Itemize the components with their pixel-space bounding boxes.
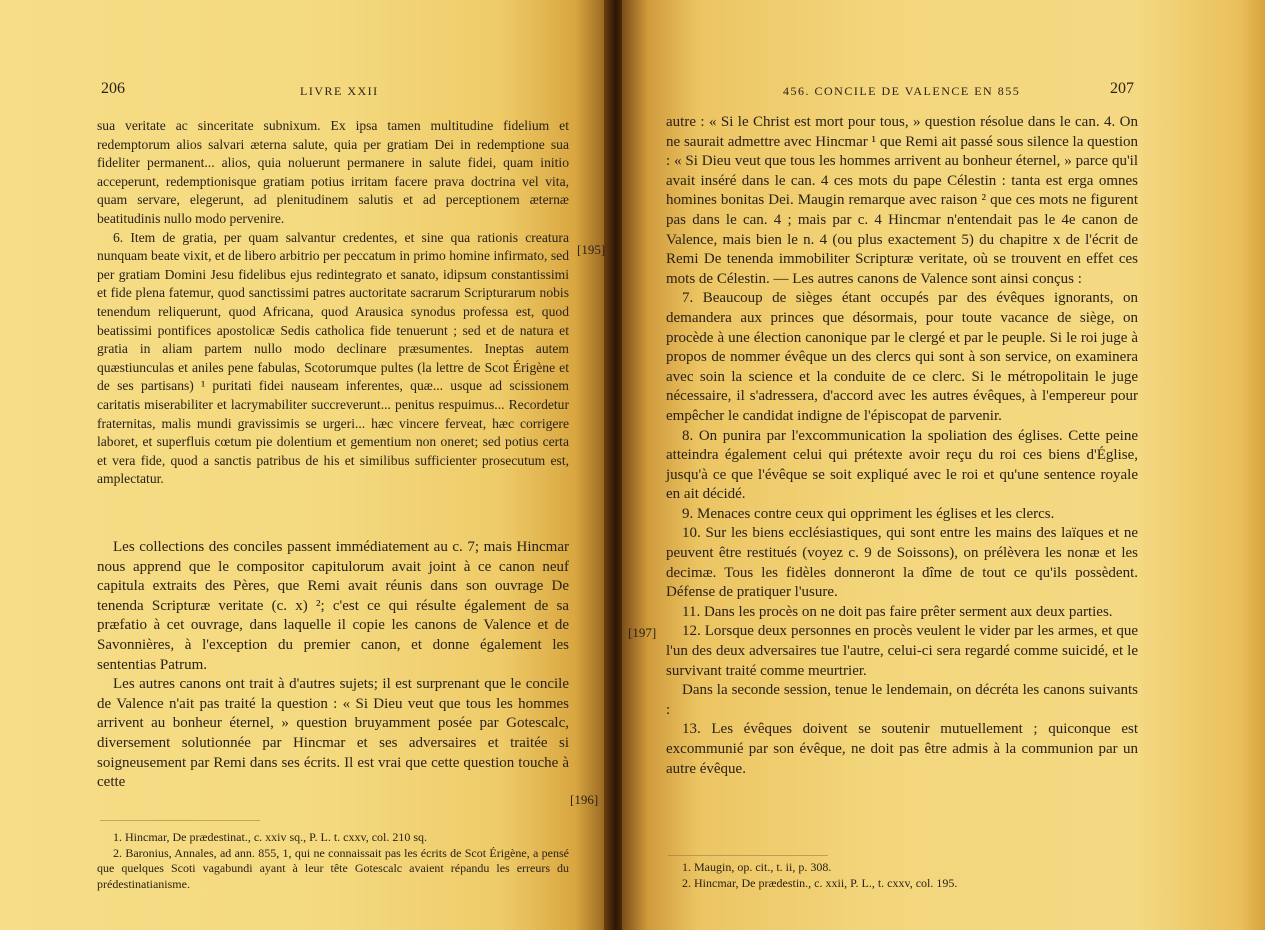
- footnote-rule: [668, 855, 828, 856]
- right-page-number: 207: [1110, 80, 1134, 97]
- canon-paragraph: 12. Lorsque deux personnes en procès veulent le vider par les armes, et que l'un des deux adversaires tue l'autre, celui-ci sera regardé comme suicidé, et le survivant traité comme meurtrier.: [666, 623, 1138, 679]
- footnote: 1. Maugin, op. cit., t. ii, p. 308.: [682, 860, 832, 874]
- left-footnotes: [97, 830, 569, 892]
- footnote-rule: [100, 820, 260, 821]
- latin-quotation: [97, 117, 569, 489]
- canon-paragraph: 8. On punira par l'excommunication la spoliation des églises. Cette peine atteindra également celui qui prétexte avoir reçu du roi ces biens d'Église, jusqu'à ce que l'évêque se soit expliqué avec le roi et qu'une sentence royale en ait décidé.: [666, 427, 1138, 503]
- canon-paragraph: 10. Sur les biens ecclésiastiques, qui sont entre les mains des laïques et ne peuvent être restitués (voyez c. 9 de Soissons), on prélèvera les nonæ et les decimæ. Tous les fidèles donneront la dîme de tout ce qu'ils possèdent. Défense de pratiquer l'usure.: [666, 525, 1138, 601]
- body-paragraph: autre : « Si le Christ est mort pour tous, » question résolue dans le can. 4. On ne saurait admettre avec Hincmar ¹ que Remi ait passé sous silence la question : « Si Dieu veut que tous les hommes arrivent au bonheur éternel, » parce qu'il avait inséré dans le can. 4 ces mots du pape Célestin : tanta est erga omnes homines bonitas Dei. Maugin remarque avec raison ² que ces mots ne figurent pas dans le can. 4 ; mais par c. 4 Hincmar n'entendait pas le 4e canon de Valence, mais bien le n. 4 (ou plus exactement 5) du chapitre x de l'écrit de Remi De tenenda immobiliter Scripturæ veritate, où se trouvent en effet ces mots de Célestin. — Les autres canons de Valence sont ainsi conçus :: [666, 114, 1138, 287]
- left-body-text: [97, 538, 569, 793]
- footnote: 1. Hincmar, De prædestinat., c. xxiv sq., P. L. t. cxxv, col. 210 sq.: [113, 830, 428, 844]
- left-running-head: LIVRE XXII: [300, 84, 379, 98]
- canon-paragraph: 11. Dans les procès on ne doit pas faire prêter serment aux deux parties.: [682, 603, 1113, 620]
- margin-reference: [197]: [628, 625, 657, 640]
- body-paragraph: Les autres canons ont trait à d'autres sujets; il est surprenant que le concile de Valence n'ait pas traité la question : « Si Dieu veut que tous les hommes arrivent au bonheur éternel, » question bruyamment posée par Gotescalc, diversement solutionnée par Hincmar et ses adversaires et traitée si soigneusement par Remi dans ses écrits. Il est vrai que cette question touche à cette: [97, 676, 569, 791]
- left-page-number: 206: [101, 80, 125, 97]
- margin-reference: [195]: [577, 242, 606, 257]
- latin-paragraph: 6. Item de gratia, per quam salvantur credentes, et sine qua rationis creatura nunquam beate vixit, et de libero arbitrio per peccatum in primo homine infirmato, sed per gratiam Domini Jesu fidelibus ejus redintegrato et sanato, idipsum constantissimi et fide plena fatemur, quod sanctissimi patres auctoritate sacrarum Scripturarum nobis tenendum reliquerunt, quod Africana, quod Arausica synodus professa est, quod beatissimi pontifices apostolicæ Sedis catholica fide tenuerunt ; sed et de natura et gratia in aliam partem nullo modo declinare præsumentes. Ineptas autem quæstiunculas et aniles pene fabulas, Scotorumque pultes (la lettre de Scot Érigène et de ses partisans) ¹ puritati fidei nauseam inferentes, quæ... usque ad scissionem caritatis miserabiliter et lacrymabiliter succreverunt... penitus respuimus... Recordetur fraternitas, malis mundi gravissimis se urgeri... hæc vincere ferveat, hæc corrigere laboret, et superfluis cœtum pie dolentium et gementium non oneret; sed potius certa et vera fide, quod a sanctis patribus de his et similibus sufficienter prosecutum est, amplectatur.: [97, 229, 569, 487]
- footnote: 2. Hincmar, De prædestin., c. xxii, P. L., t. cxxv, col. 195.: [682, 875, 958, 890]
- right-body-text: [666, 113, 1138, 779]
- body-paragraph: Dans la seconde session, tenue le lendemain, on décréta les canons suivants :: [666, 682, 1138, 718]
- canon-paragraph: 9. Menaces contre ceux qui oppriment les églises et les clercs.: [682, 505, 1055, 522]
- footnote: 2. Baronius, Annales, ad ann. 855, 1, qui ne connaissait pas les écrits de Scot Érigène, a pensé que quelques Scoti vagabundi ayant à leur tête Gotescalc avaient répandu les erreurs du prédestinatianisme.: [97, 845, 569, 891]
- latin-paragraph: sua veritate ac sinceritate subnixum. Ex ipsa tamen multitudine fidelium et redemptorum alios salvari æterna salute, quia per gratiam Dei in redemptione sua fideliter permanent... alios, quia noluerunt permanere in salute fidei, quam initio acceperunt, redemptionisque gratiam potius irritam facere prava doctrina vel vita, quam servare, elegerunt, ad plenitudinem salutis et ad perceptionem æternæ beatitudinis nullo modo pervenire.: [97, 118, 569, 226]
- body-paragraph: Les collections des conciles passent immédiatement au c. 7; mais Hincmar nous apprend que le compositor capitulorum avait joint à ce canon neuf capitula extraits des Pères, que Remi avait réunis dans son ouvrage De tenenda Scripturæ veritate (c. x) ²; c'est ce qui résulte également de sa præfatio à cet ouvrage, dans laquelle il copie les canons de Valence et de Savonnières, à l'exception du premier canon, et donne également les sententias Patrum.: [97, 539, 569, 673]
- canon-paragraph: 13. Les évêques doivent se soutenir mutuellement ; quiconque est excommunié par son évêque, ne doit pas être admis à la communion par un autre évêque.: [666, 721, 1138, 777]
- right-running-head: 456. CONCILE DE VALENCE EN 855: [783, 84, 1021, 98]
- right-footnotes: [666, 860, 1138, 891]
- margin-reference: [196]: [570, 792, 599, 807]
- canon-paragraph: 7. Beaucoup de sièges étant occupés par des évêques ignorants, on demandera aux princes que désormais, pour toute vacance de siège, on procède à une élection canonique par le clergé et par le peuple. Si le roi juge à propos de nommer évêque un des clercs qui sont à son service, on examinera avec soin la science et la conduite de ce clerc. Si le métropolitain le juge nécessaire, il s'adressera, d'accord avec les autres évêques, à l'empereur pour empêcher le candidat indigne de l'épiscopat de parvenir.: [666, 290, 1138, 424]
